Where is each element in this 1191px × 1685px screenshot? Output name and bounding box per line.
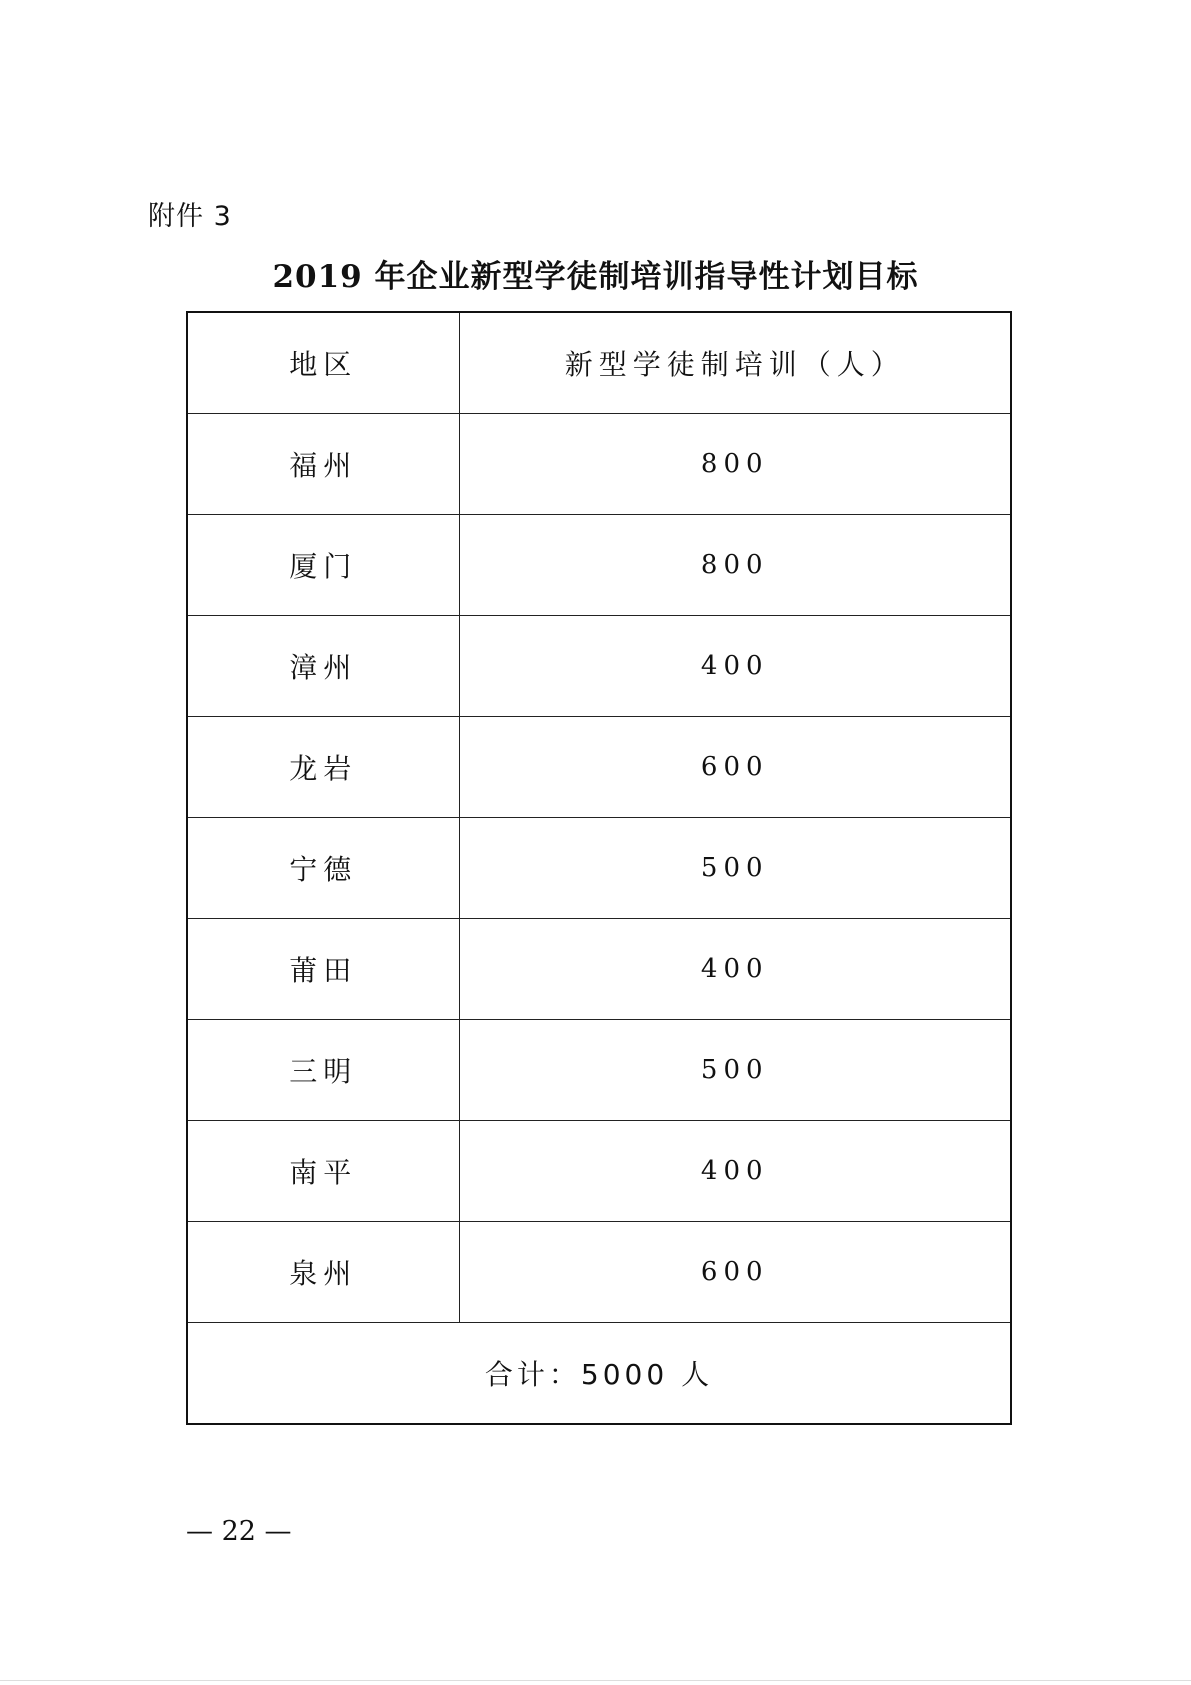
- scan-edge-line: [0, 1680, 1191, 1681]
- training-plan-table: [186, 311, 1012, 1425]
- table-row: [187, 919, 1011, 1020]
- table-row: [187, 1020, 1011, 1121]
- count-cell: 600: [459, 1222, 1011, 1323]
- count-cell: 400: [459, 1121, 1011, 1222]
- page-number: — 22 —: [186, 1516, 292, 1547]
- header-training-count: 新型学徒制培训（人）: [459, 312, 1011, 414]
- region-cell: 漳州: [187, 616, 459, 717]
- count-cell: 800: [459, 515, 1011, 616]
- count-cell: 400: [459, 919, 1011, 1020]
- region-cell: 福州: [187, 414, 459, 515]
- region-cell: 宁德: [187, 818, 459, 919]
- table-row: [187, 515, 1011, 616]
- count-cell: 500: [459, 818, 1011, 919]
- count-cell: 600: [459, 717, 1011, 818]
- region-cell: 泉州: [187, 1222, 459, 1323]
- count-cell: 500: [459, 1020, 1011, 1121]
- region-cell: 莆田: [187, 919, 459, 1020]
- table-row: [187, 616, 1011, 717]
- table-header-row: [187, 312, 1011, 414]
- total-cell: 合计：5000 人: [187, 1323, 1011, 1425]
- document-title: 2019 年企业新型学徒制培训指导性计划目标: [272, 259, 919, 295]
- table-row: [187, 1222, 1011, 1323]
- region-cell: 三明: [187, 1020, 459, 1121]
- region-cell: 龙岩: [187, 717, 459, 818]
- table-row: [187, 717, 1011, 818]
- attachment-label: 附件 3: [148, 201, 232, 232]
- count-cell: 800: [459, 414, 1011, 515]
- count-cell: 400: [459, 616, 1011, 717]
- region-cell: 南平: [187, 1121, 459, 1222]
- table-row: [187, 414, 1011, 515]
- region-cell: 厦门: [187, 515, 459, 616]
- table-row: [187, 818, 1011, 919]
- table-total-row: [187, 1323, 1011, 1425]
- table-row: [187, 1121, 1011, 1222]
- header-region: 地区: [187, 312, 459, 414]
